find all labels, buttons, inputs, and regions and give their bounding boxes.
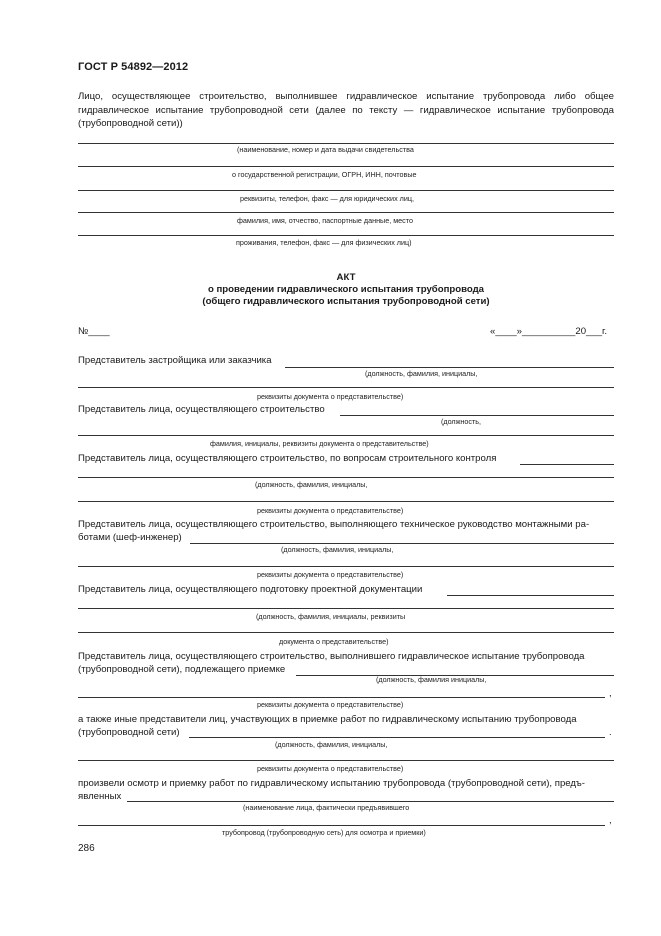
intro-caption-3: реквизиты, телефон, факс — для юридических лиц, <box>240 194 414 203</box>
design-doc-caption: документа о представительстве) <box>279 637 389 646</box>
intro-caption-2: о государственной регистрации, ОГРН, ИНН, почтовые <box>232 170 417 179</box>
builder-control-caption: (должность, фамилия, инициалы, <box>255 480 368 489</box>
inspected-line-2[interactable] <box>78 825 605 826</box>
others-label-1: а также иные представители лиц, участвующих в приемке работ по гидравлическому испытанию трубопровода <box>78 714 577 725</box>
inspected-pipeline-caption: трубопровод (трубопроводную сеть) для осмотра и приемки) <box>222 828 426 837</box>
tech-doc-caption: реквизиты документа о представительстве) <box>257 570 404 579</box>
intro-caption-1: (наименование, номер и дата выдачи свидетельства <box>237 145 414 154</box>
builder-doc-caption: фамилия, инициалы, реквизиты документа о представительстве) <box>210 439 429 448</box>
intro-line-4 <box>78 212 614 213</box>
others-caption: (должность, фамилия, инициалы, <box>275 740 388 749</box>
developer-line-2[interactable] <box>78 387 614 388</box>
act-subtitle-2: (общего гидравлического испытания трубопроводной сети) <box>202 296 490 307</box>
builder-control-line[interactable] <box>520 464 614 465</box>
tech-line-2[interactable] <box>78 566 614 567</box>
intro-caption-4: фамилия, имя, отчество, паспортные данные, место <box>237 216 413 225</box>
others-label-2: (трубопроводной сети) <box>78 727 180 738</box>
intro-line-2 <box>78 166 614 167</box>
intro-paragraph: Лицо, осуществляющее строительство, выполнившее гидравлическое испытание трубопровода либо общее гидравлическое испытание трубопроводной сети (далее по тексту — гидравлическое испытание трубопровода (трубопроводной сети)) <box>78 91 614 129</box>
developer-caption: (должность, фамилия, инициалы, <box>365 369 478 378</box>
intro-line-5 <box>78 235 614 236</box>
inspected-label-1: произвели осмотр и приемку работ по гидравлическому испытанию трубопровода (трубопроводной сети), предъ- <box>78 778 585 789</box>
developer-line[interactable] <box>285 367 614 368</box>
intro-line-1 <box>78 143 614 144</box>
others-doc-caption: реквизиты документа о представительстве) <box>257 764 404 773</box>
design-line-3[interactable] <box>78 632 614 633</box>
builder-control-line-2[interactable] <box>78 477 614 478</box>
builder-line[interactable] <box>340 415 614 416</box>
others-dot: . <box>609 727 612 738</box>
developer-doc-caption: реквизиты документа о представительстве) <box>257 392 404 401</box>
tester-label-2: (трубопроводной сети), подлежащего приемке <box>78 664 286 675</box>
page-number: 286 <box>78 843 95 854</box>
design-line[interactable] <box>447 595 614 596</box>
builder-line-2[interactable] <box>78 435 614 436</box>
standard-code: ГОСТ Р 54892—2012 <box>78 61 189 73</box>
design-line-2[interactable] <box>78 608 614 609</box>
tester-line-2[interactable] <box>78 697 605 698</box>
act-date: «____»__________20___г. <box>490 326 608 337</box>
tester-label-1: Представитель лица, осуществляющего строительство, выполнившего гидравлическое испытание трубопровода <box>78 651 585 662</box>
act-title: АКТ <box>336 272 356 283</box>
tester-comma: , <box>609 688 612 699</box>
tech-label-2: ботами (шеф-инженер) <box>78 532 182 543</box>
builder-control-label: Представитель лица, осуществляющего строительство, по вопросам строительного контроля <box>78 453 497 464</box>
builder-control-line-3[interactable] <box>78 501 614 502</box>
intro-line-3 <box>78 190 614 191</box>
others-line-2[interactable] <box>78 760 614 761</box>
design-label: Представитель лица, осуществляющего подготовку проектной документации <box>78 584 423 595</box>
builder-control-doc-caption: реквизиты документа о представительстве) <box>257 506 404 515</box>
others-line[interactable] <box>189 737 605 738</box>
act-subtitle-1: о проведении гидравлического испытания трубопровода <box>207 284 485 295</box>
tech-label-1: Представитель лица, осуществляющего строительство, выполняющего техническое руководство монтажными ра- <box>78 519 590 530</box>
builder-caption: (должность, <box>441 417 482 426</box>
intro-caption-5: проживания, телефон, факс — для физических лиц) <box>236 238 412 247</box>
tester-doc-caption: реквизиты документа о представительстве) <box>257 700 404 709</box>
inspected-label-2: явленных <box>78 791 122 802</box>
design-caption: (должность, фамилия, инициалы, реквизиты <box>256 612 406 621</box>
tech-caption: (должность, фамилия, инициалы, <box>281 545 394 554</box>
inspected-line[interactable] <box>127 801 614 802</box>
tech-line[interactable] <box>190 543 614 544</box>
builder-label: Представитель лица, осуществляющего строительство <box>78 404 325 415</box>
developer-label: Представитель застройщика или заказчика <box>78 355 272 366</box>
tester-caption: (должность, фамилия инициалы, <box>376 675 487 684</box>
inspected-comma: , <box>609 815 612 826</box>
act-number: №____ <box>78 326 110 337</box>
inspected-caption: (наименование лица, фактически предъявившего <box>243 803 410 812</box>
